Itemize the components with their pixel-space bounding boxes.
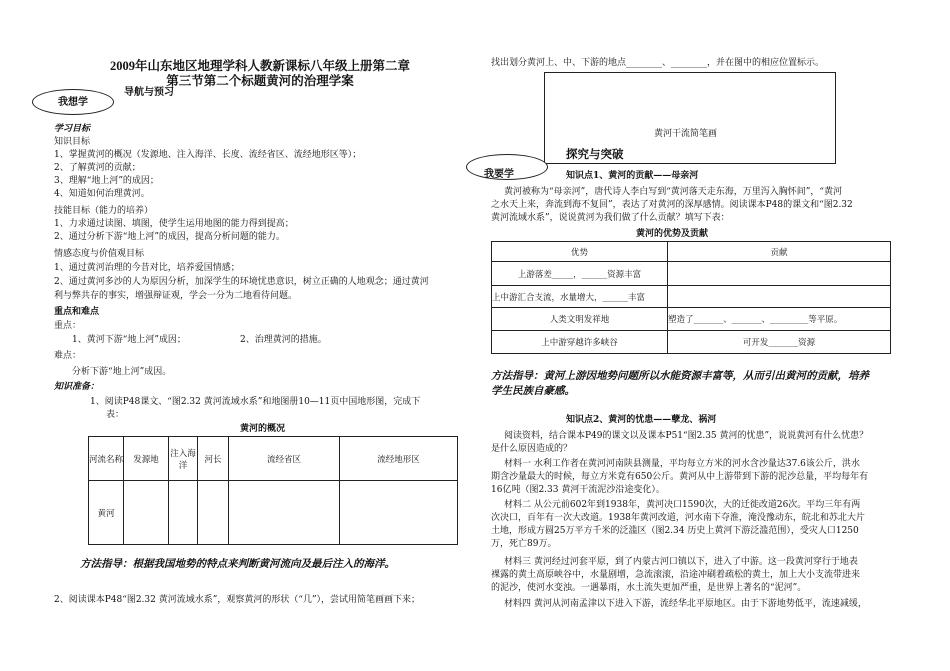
overview-table xyxy=(88,436,458,545)
material1-line3: 16亿吨（图2.33 黄河干流泥沙沿途变化）。 xyxy=(491,485,665,495)
material3-line2: 裸露的黄土高原峡谷中，水量剧增，急流滚滚，沿途冲刷着疏松的黄土，加上大小支流带进来 xyxy=(491,570,861,580)
section-nav-heading: 导航与预习 xyxy=(124,87,174,98)
cell-terrain[interactable] xyxy=(340,481,458,545)
kp2-title: 知识点2、黄河的忧患——孽龙、祸河 xyxy=(566,415,717,425)
kp2-intro-2: 是什么原因造成的？ xyxy=(491,444,573,454)
key-item-1: 1、黄河下游“地上河”成因； xyxy=(72,335,186,345)
row2-advantage[interactable]: 上中游汇合支流，水量增大，______丰富 xyxy=(492,286,668,308)
knowledge-item-3: 3、理解“地上河”的成因； xyxy=(54,176,159,186)
th-sea: 注入海洋 xyxy=(169,437,198,481)
prep-line-1: 1、阅读P48课文、“图2.32 黄河流域水系”和地图册10—11页中国地形图，完成下 xyxy=(90,397,421,407)
th-river-name: 河流名称 xyxy=(89,437,124,481)
knowledge-item-1: 1、掌握黄河的概况（发源地、注入海洋、长度、流经省区、流经地形区等）； xyxy=(54,150,362,160)
advantage-table-title: 黄河的优势及贡献 xyxy=(636,229,709,239)
cell-source[interactable] xyxy=(124,481,169,545)
prep-heading: 知识准备： xyxy=(54,382,100,392)
material4-line1: 材料四 黄河从河南孟津以下进入下游，流经华北平原地区。由于下游地势低平，流速减缓， xyxy=(504,599,867,609)
difficulty-label: 难点： xyxy=(54,351,82,361)
emotion-item-2: 2、通过黄河多沙的人为原因分析，加深学生的环境忧患意识，树立正确的人地观念；通过黄河 xyxy=(54,277,429,287)
method-note-1: 方法指导：根据我国地势的特点来判断黄河流向及最后注入的海洋。 xyxy=(80,558,395,570)
material2-line3: 土地，形成方圆25万平方千米的泛滥区（图2.34 历史上黄河下游泛滥范围），受灾人口1250 xyxy=(491,526,859,536)
th-provinces: 流经省区 xyxy=(229,437,340,481)
row2-contribution[interactable] xyxy=(668,286,891,308)
material3-line1: 材料三 黄河经过河套平原，到了内蒙古河口镇以下，进入了中游。这一段黄河穿行于地表 xyxy=(504,557,858,567)
cell-sea[interactable] xyxy=(169,481,198,545)
skill-item-1: 1、力求通过读图、填图，使学生运用地图的能力得到提高； xyxy=(54,219,294,229)
material1-line2: 期含沙量最大的时候，每立方米竟有650公斤。黄河从中上游带到下游的泥沙总量，平均每年有 xyxy=(491,472,869,482)
knowledge-heading: 知识目标 xyxy=(54,137,91,147)
objectives-heading: 学习目标 xyxy=(54,124,91,134)
sketch-label: 黄河干流简笔画 xyxy=(654,129,718,139)
row4-contribution[interactable]: 可开发_______资源 xyxy=(668,331,891,354)
emotion-heading: 情感态度与价值观目标 xyxy=(54,249,145,259)
overview-table-title: 黄河的概况 xyxy=(240,424,286,434)
method-note-2-line2: 学生民族自豪感。 xyxy=(491,385,575,397)
th-contribution: 贡献 xyxy=(668,242,891,262)
material2-line2: 次决口，百年有一次大改道。1938年黄河改道，河水南下夺淮，淹没豫动东，皖北和苏北大片 xyxy=(491,513,865,523)
material3-line3: 的泥沙，使河水变浊。一遇暴雨，水土流失更加严重，是世界上著名的“泥河”。 xyxy=(491,583,807,593)
advantage-table xyxy=(491,241,891,354)
method-note-2-line1: 方法指导：黄河上游因地势问题所以水能资源丰富等，从而引出黄河的贡献，培养 xyxy=(491,370,869,382)
material2-line4: 万，死亡89万。 xyxy=(491,539,557,549)
cell-river-name: 黄河 xyxy=(89,481,124,545)
cell-length[interactable] xyxy=(198,481,229,545)
kp1-line-1: 黄河被称为“母亲河”，唐代诗人李白写到“黄河落天走东海，万里泻入胸怀间”，“黄河 xyxy=(504,187,843,197)
skill-heading: 技能目标（能力的培养） xyxy=(54,206,154,216)
emotion-item-3: 利与弊共存的事实，增强辩证观，学会一分为二地看待问题。 xyxy=(54,291,298,301)
row3-advantage: 人类文明发祥地 xyxy=(492,308,668,331)
row1-advantage[interactable]: 上游落差_____，______资源丰富 xyxy=(492,262,668,286)
kp1-title: 知识点1、黄河的贡献——母亲河 xyxy=(566,171,699,181)
th-source: 发源地 xyxy=(124,437,169,481)
key-label: 重点： xyxy=(54,321,82,331)
difficulty-item: 分析下游“地上河”成因。 xyxy=(72,367,172,377)
cell-provinces[interactable] xyxy=(229,481,340,545)
prep-line-2: 表： xyxy=(106,410,125,420)
row4-advantage: 上中游穿越许多峡谷 xyxy=(492,331,668,354)
section-explore-heading: 探究与突破 xyxy=(566,149,624,161)
skill-item-2: 2、通过分析下游“地上河”的成因，提高分析问题的能力。 xyxy=(54,232,285,242)
cloud-label-yao: 我要学 xyxy=(484,169,514,180)
kp1-line-3: 黄河流域水系”，说说黄河为我们做了什么贡献？填写下表： xyxy=(491,213,730,223)
right-top-line: 找出划分黄河上、中、下游的地点________、________，并在图中的相应位置标示。 xyxy=(491,58,825,68)
th-length: 河长 xyxy=(198,437,229,481)
kp1-line-2: 之水天上来，奔流到海不复回”，表达了对黄河的深厚感情。阅读课本P48的课文和“图2.32 xyxy=(491,200,853,210)
doc-title-line2: 第三节第二个标题黄河的治理学案 xyxy=(166,74,354,88)
row3-contribution[interactable]: 塑造了_______、_______、_________等平原。 xyxy=(668,308,891,331)
th-terrain: 流经地形区 xyxy=(340,437,458,481)
th-advantage: 优势 xyxy=(492,242,668,262)
doc-title-line1: 2009年山东地区地理学科人教新课标八年级上册第二章 xyxy=(109,59,410,73)
material1-line1: 材料一 水利工作者在黄河河南陕县测量，平均每立方米的河水含沙量达37.6该公斤，洪水 xyxy=(504,459,860,469)
kp2-intro-1: 阅读资料，结合课本P49的课文以及课本P51“图2.35 黄河的忧患”，说说黄河有什么忧患？ xyxy=(504,431,869,441)
key-heading: 重点和难点 xyxy=(54,307,100,317)
material2-line1: 材料二 从公元前602年到1938年，黄河决口1590次，大的迁徙改道26次。平均三年有两 xyxy=(504,500,861,510)
cloud-label-xiang: 我想学 xyxy=(58,97,88,108)
key-item-2: 2、治理黄河的措施。 xyxy=(240,335,327,345)
question-2: 2、阅读课本P48“图2.32 黄河流域水系”，观察黄河的形状（“几”），尝试用简笔画画下来； xyxy=(54,595,421,605)
knowledge-item-4: 4、知道如何治理黄河。 xyxy=(54,189,150,199)
emotion-item-1: 1、通过黄河治理的今昔对比，培养爱国情感； xyxy=(54,263,240,273)
row1-contribution[interactable] xyxy=(668,262,891,286)
knowledge-item-2: 2、了解黄河的贡献； xyxy=(54,163,141,173)
